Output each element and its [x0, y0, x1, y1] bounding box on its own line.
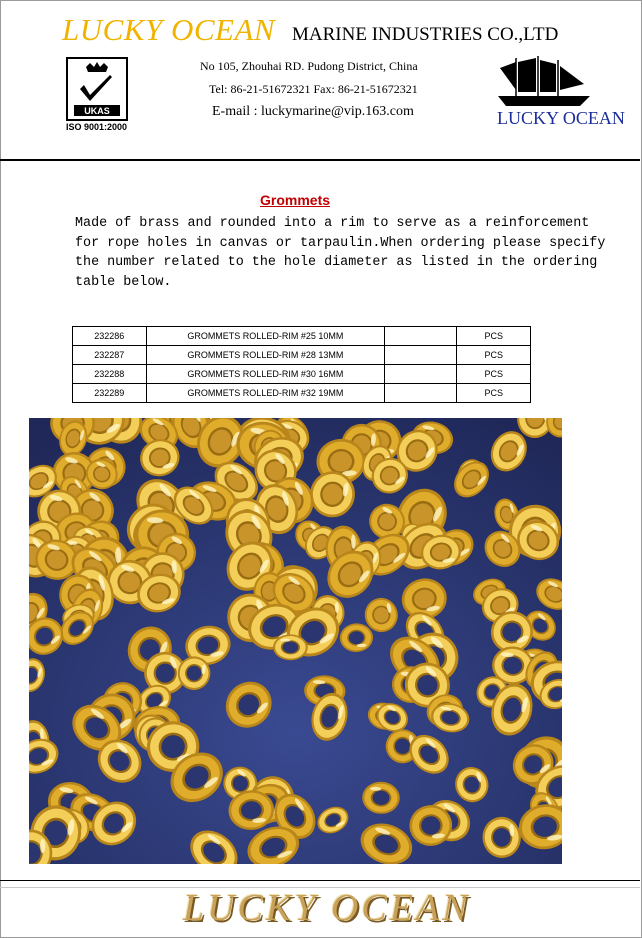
description-line: the number related to the hole diameter as listed in the ordering [75, 255, 598, 270]
item-unit: PCS [457, 384, 531, 403]
footer-brand: LUCKY OCEAN [183, 887, 471, 929]
table-row [73, 346, 531, 365]
company-name: MARINE INDUSTRIES CO.,LTD [292, 24, 559, 45]
email: E-mail : luckymarine@vip.163.com [212, 104, 414, 119]
item-unit: PCS [457, 365, 531, 384]
brand-name: LUCKY OCEAN [62, 12, 276, 47]
item-code: 232287 [73, 346, 147, 365]
product-title: Grommets [260, 192, 331, 208]
item-name: GROMMETS ROLLED-RIM #30 16MM [146, 365, 384, 384]
ukas-logo-icon [66, 57, 128, 121]
item-qty [385, 384, 457, 403]
order-table [72, 326, 531, 403]
description-line: Made of brass and rounded into a rim to serve as a reinforcement [75, 216, 590, 231]
item-name: GROMMETS ROLLED-RIM #32 19MM [146, 384, 384, 403]
item-unit: PCS [457, 346, 531, 365]
item-qty [385, 346, 457, 365]
description-line: table below. [75, 274, 172, 290]
address: No 105, Zhouhai RD. Pudong District, China [200, 59, 418, 73]
item-qty [385, 327, 457, 346]
ship-logo-icon [494, 54, 594, 110]
table-row [73, 384, 531, 403]
product-photo [29, 418, 562, 864]
header-divider [0, 159, 640, 161]
item-unit: PCS [457, 327, 531, 346]
item-qty [385, 365, 457, 384]
iso-label: ISO 9001:2000 [66, 122, 128, 132]
footer-divider [0, 880, 640, 881]
item-name: GROMMETS ROLLED-RIM #28 13MM [146, 346, 384, 365]
item-code: 232286 [73, 327, 147, 346]
phone-fax: Tel: 86-21-51672321 Fax: 86-21-51672321 [209, 82, 418, 96]
item-code: 232288 [73, 365, 147, 384]
item-code: 232289 [73, 384, 147, 403]
item-name: GROMMETS ROLLED-RIM #25 10MM [146, 327, 384, 346]
product-description [75, 214, 615, 292]
grommets-photo [29, 418, 562, 864]
ship-logo-text: LUCKY OCEAN [497, 108, 625, 128]
table-row [73, 365, 531, 384]
table-row [73, 327, 531, 346]
ukas-label: UKAS [84, 106, 110, 116]
description-line: for rope holes in canvas or tarpaulin.When ordering please specify [75, 235, 606, 251]
